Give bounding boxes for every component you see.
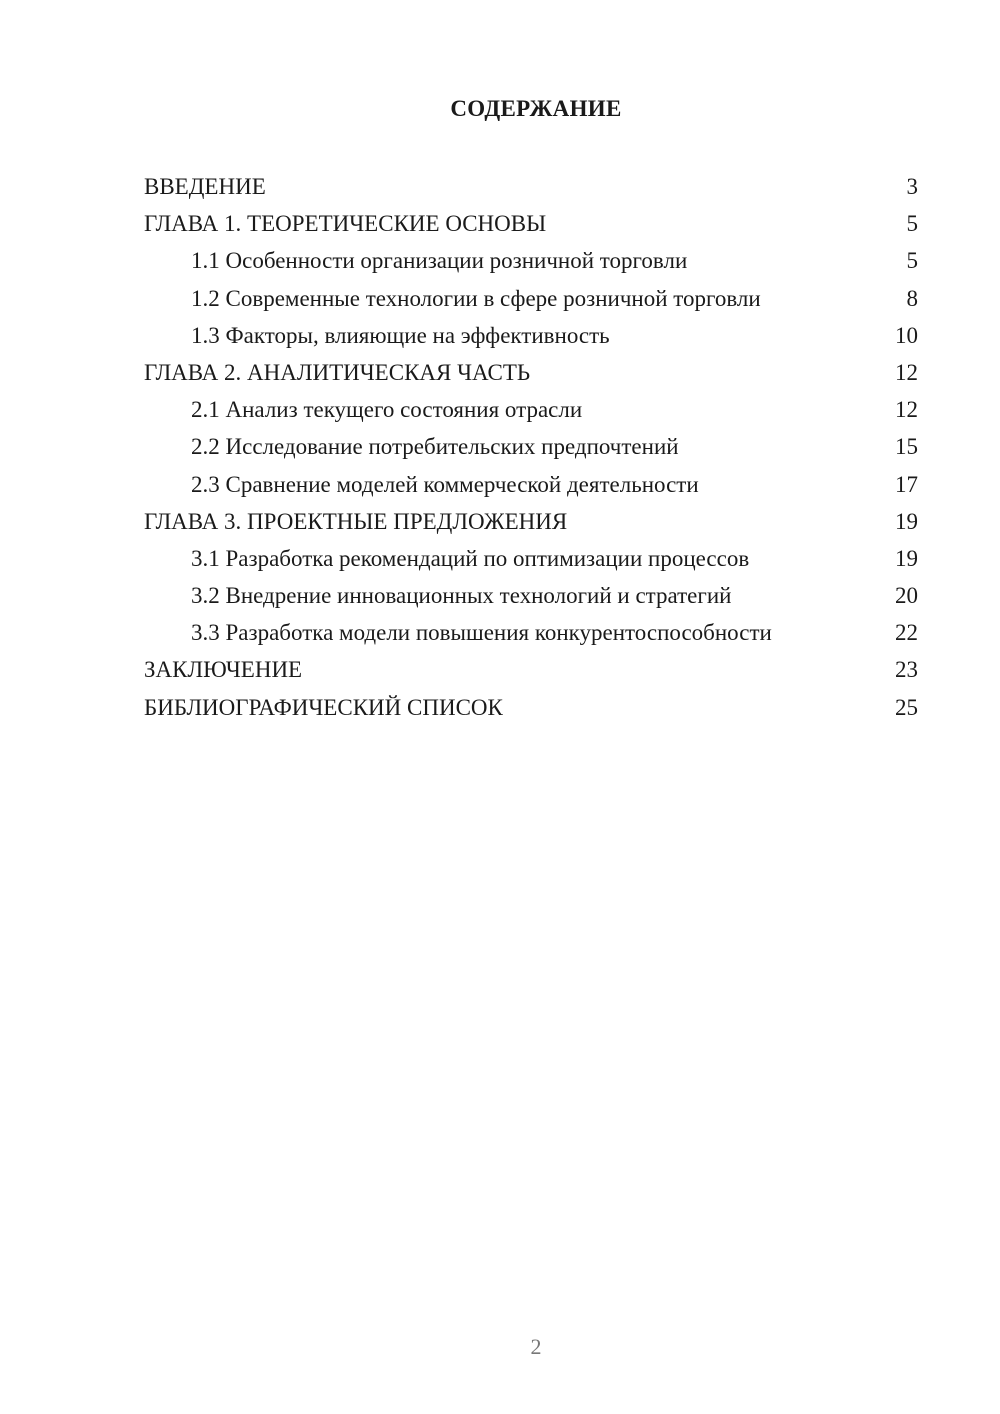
toc-entry-label: 1.1 Особенности организации розничной торговли (191, 248, 688, 274)
toc-entry-label: 1.2 Современные технологии в сфере розничной торговли (191, 285, 761, 311)
toc-entry-section-1-3[interactable] (144, 317, 918, 354)
toc-entry-page: 20 (895, 583, 918, 609)
toc-entry-label: 2.3 Сравнение моделей коммерческой деятельности (191, 471, 699, 497)
toc-entry-section-3-2[interactable] (144, 577, 918, 614)
toc-entry-label: ГЛАВА 3. ПРОЕКТНЫЕ ПРЕДЛОЖЕНИЯ (144, 508, 568, 534)
toc-entry-chapter-1[interactable] (144, 205, 918, 242)
toc-entry-page: 19 (895, 508, 918, 534)
toc-entry-label: БИБЛИОГРАФИЧЕСКИЙ СПИСОК (144, 694, 503, 720)
toc-entry-label: 3.1 Разработка рекомендаций по оптимизации процессов (191, 545, 750, 571)
toc-entry-chapter-2[interactable] (144, 354, 918, 391)
toc-entry-label: ГЛАВА 2. АНАЛИТИЧЕСКАЯ ЧАСТЬ (144, 359, 531, 385)
toc-entry-page: 22 (895, 620, 918, 646)
page-number: 2 (530, 1334, 542, 1359)
toc-entry-page: 12 (895, 359, 918, 385)
toc-entry-section-3-3[interactable] (144, 614, 918, 651)
page-title: СОДЕРЖАНИЕ (450, 96, 622, 121)
table-of-contents (144, 168, 918, 726)
toc-entry-section-2-2[interactable] (144, 428, 918, 465)
toc-entry-section-1-1[interactable] (144, 242, 918, 279)
toc-entry-page: 23 (895, 657, 918, 683)
toc-entry-label: 3.3 Разработка модели повышения конкурентоспособности (191, 620, 772, 646)
toc-entry-section-3-1[interactable] (144, 540, 918, 577)
toc-entry-bibliography[interactable] (144, 689, 918, 726)
toc-entry-page: 3 (906, 174, 918, 199)
toc-entry-page: 19 (895, 545, 918, 571)
toc-entry-section-2-1[interactable] (144, 391, 918, 428)
toc-entry-conclusion[interactable] (144, 651, 918, 688)
toc-entry-page: 25 (895, 694, 918, 720)
toc-entry-chapter-3[interactable] (144, 503, 918, 540)
toc-entry-label: 3.2 Внедрение инновационных технологий и стратегий (191, 583, 732, 609)
toc-entry-page: 17 (895, 471, 918, 497)
toc-entry-page: 5 (906, 248, 918, 274)
toc-entry-page: 10 (895, 322, 918, 348)
toc-entry-label: 1.3 Факторы, влияющие на эффективность (191, 322, 610, 348)
toc-entry-introduction[interactable] (144, 168, 918, 205)
toc-entry-label: 2.1 Анализ текущего состояния отрасли (191, 397, 583, 423)
toc-entry-label: ЗАКЛЮЧЕНИЕ (144, 657, 303, 683)
toc-entry-page: 8 (906, 285, 918, 311)
toc-entry-label: ВВЕДЕНИЕ (144, 174, 266, 199)
toc-entry-page: 5 (906, 211, 918, 237)
toc-entry-page: 12 (895, 397, 918, 423)
toc-entry-section-1-2[interactable] (144, 280, 918, 317)
toc-entry-label: ГЛАВА 1. ТЕОРЕТИЧЕСКИЕ ОСНОВЫ (144, 211, 547, 237)
toc-entry-label: 2.2 Исследование потребительских предпочтений (191, 434, 679, 460)
toc-entry-page: 15 (895, 434, 918, 460)
toc-entry-section-2-3[interactable] (144, 466, 918, 503)
